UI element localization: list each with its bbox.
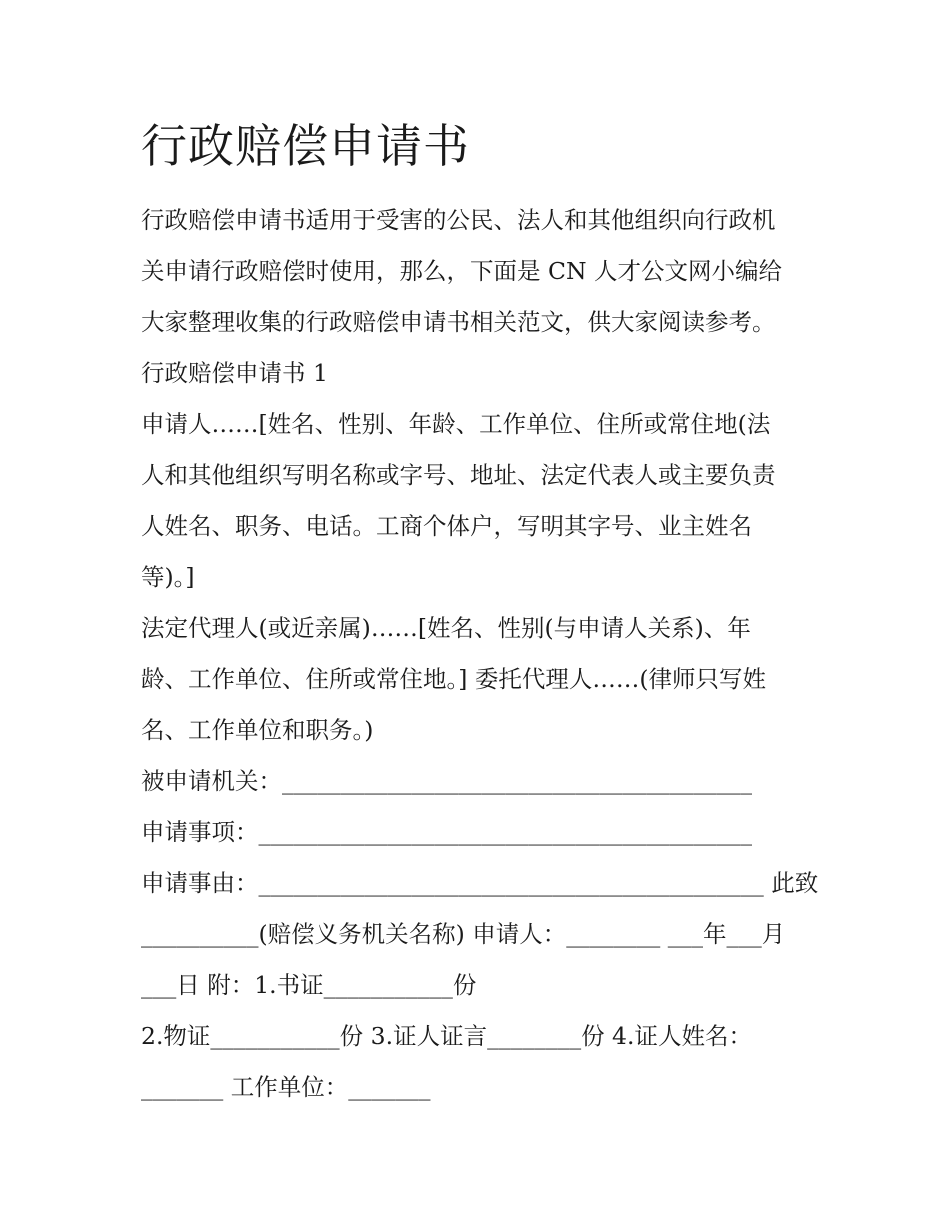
attachments-line-1: ___日 附：1.书证___________份 [141,971,477,999]
attachments-line-2: 2.物证___________份 3.证人证言________份 4.证人姓名： [141,1022,752,1050]
agent-line-2: 龄、工作单位、住所或常住地。] 委托代理人……(律师只写姓 [141,665,767,693]
applicant-line-4: 等)。] [141,563,195,591]
intro-line-1: 行政赔偿申请书适用于受害的公民、法人和其他组织向行政机 [141,206,776,234]
intro-line-3: 大家整理收集的行政赔偿申请书相关范文，供大家阅读参考。 [141,308,776,336]
request-reason-field: 申请事由：___________________________________________ 此致 [141,869,819,897]
section-heading: 行政赔偿申请书 1 [141,359,328,387]
applicant-line-2: 人和其他组织写明名称或字号、地址、法定代表人或主要负责 [141,461,776,489]
addressee-date-line: __________(赔偿义务机关名称) 申请人：________ ___年___月 [141,920,786,948]
agent-line-1: 法定代理人(或近亲属)……[姓名、性别(与申请人关系)、年 [141,614,751,642]
document-title: 行政赔偿申请书 [141,119,470,173]
intro-line-2: 关申请行政赔偿时使用，那么，下面是 CN 人才公文网小编给 [141,257,782,285]
applicant-line-1: 申请人……[姓名、性别、年龄、工作单位、住所或常住地(法 [141,410,771,438]
agent-line-3: 名、工作单位和职务。) [141,716,374,744]
request-items-field: 申请事项：__________________________________________ [141,818,752,846]
applicant-line-3: 人姓名、职务、电话。工商个体户，写明其字号、业主姓名 [141,512,752,540]
attachments-line-3: _______ 工作单位：_______ [141,1073,431,1101]
respondent-field: 被申请机关：________________________________________ [141,767,752,795]
